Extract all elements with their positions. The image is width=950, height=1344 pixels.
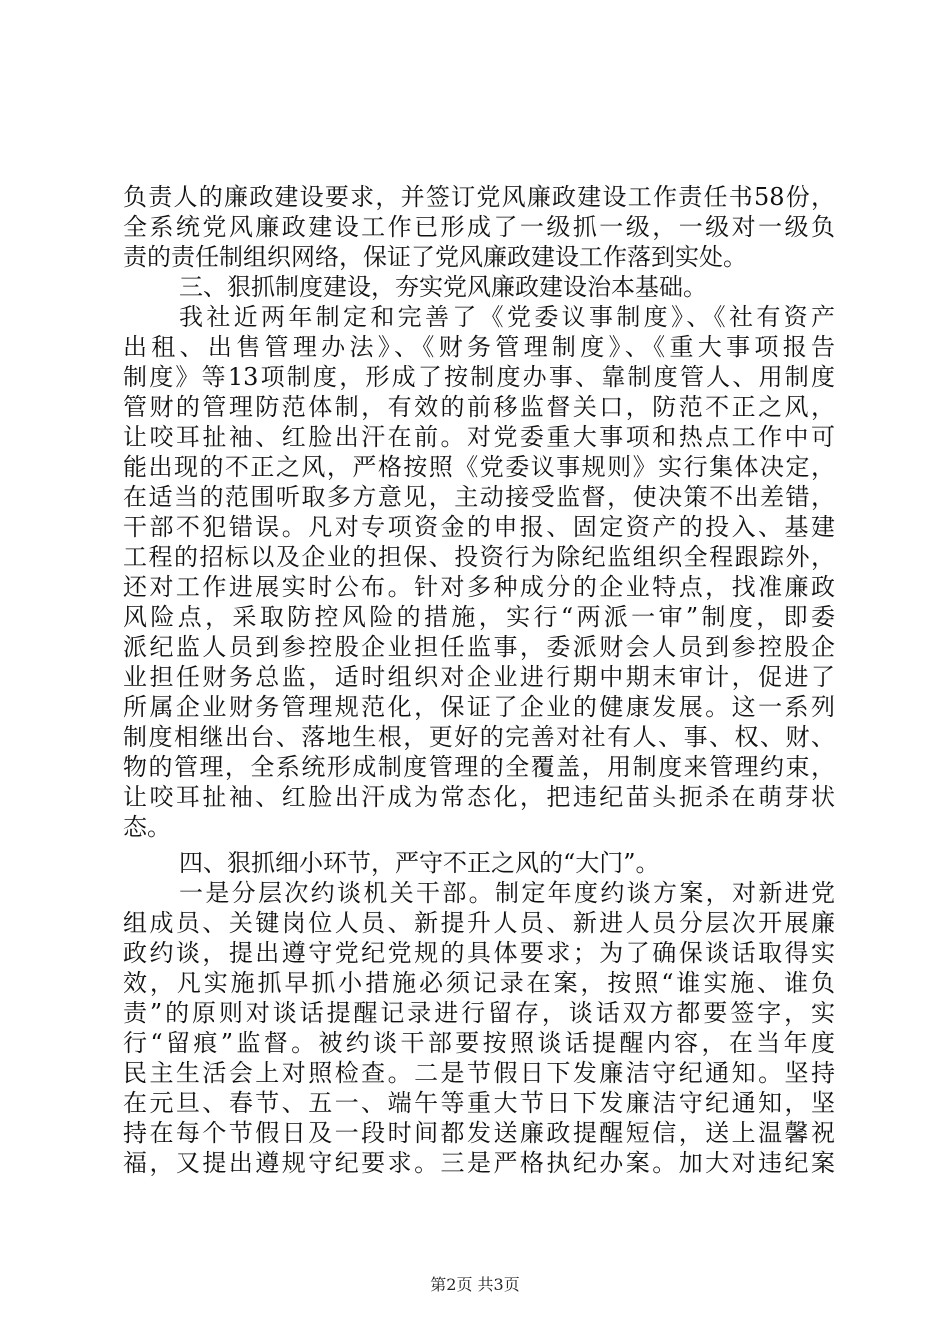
text-line: 效，凡实施抓早抓小措施必须记录在案，按照“谁实施、谁负	[123, 969, 835, 997]
text-line: 政约谈，提出遵守党纪党规的具体要求；为了确保谈话取得实	[123, 939, 835, 967]
text-line: 所属企业财务管理规范化，保证了企业的健康发展。这一系列	[123, 693, 835, 721]
text-line: 责”的原则对谈话提醒记录进行留存，谈话双方都要签字，实	[123, 999, 835, 1027]
text-line: 责的责任制组织网络，保证了党风廉政建设工作落到实处。	[123, 243, 747, 271]
text-line: 能出现的不正之风，严格按照《党委议事规则》实行集体决定，	[123, 453, 835, 481]
text-line: 还对工作进展实时公布。针对多种成分的企业特点，找准廉政	[123, 573, 835, 601]
text-line: 物的管理，全系统形成制度管理的全覆盖，用制度来管理约束，	[123, 753, 835, 781]
text-line: 我社近两年制定和完善了《党委议事制度》、《社有资产	[179, 303, 835, 331]
section-heading: 四、狠抓细小环节，严守不正之风的“大门”。	[179, 849, 660, 877]
text-line: 风险点，采取防控风险的措施，实行“两派一审”制度，即委	[123, 603, 835, 631]
text-line: 在元旦、春节、五一、端午等重大节日下发廉洁守纪通知，坚	[123, 1089, 835, 1117]
text-line: 态。	[123, 813, 171, 841]
page-footer: 第2页 共3页	[430, 1275, 520, 1294]
text-line: 制度》等13项制度，形成了按制度办事、靠制度管人、用制度	[123, 363, 835, 391]
text-line: 让咬耳扯袖、红脸出汗在前。对党委重大事项和热点工作中可	[123, 423, 835, 451]
text-line: 工程的招标以及企业的担保、投资行为除纪监组织全程跟踪外，	[123, 543, 835, 571]
text-line: 一是分层次约谈机关干部。制定年度约谈方案，对新进党	[179, 879, 835, 907]
text-line: 行“留痕”监督。被约谈干部要按照谈话提醒内容，在当年度	[123, 1029, 835, 1057]
text-line: 负责人的廉政建设要求，并签订党风廉政建设工作责任书58份，	[123, 183, 835, 211]
text-line: 业担任财务总监，适时组织对企业进行期中期末审计，促进了	[123, 663, 835, 691]
text-line: 让咬耳扯袖、红脸出汗成为常态化，把违纪苗头扼杀在萌芽状	[123, 783, 835, 811]
text-line: 民主生活会上对照检查。二是节假日下发廉洁守纪通知。坚持	[123, 1059, 835, 1087]
text-line: 持在每个节假日及一段时间都发送廉政提醒短信，送上温馨祝	[123, 1119, 835, 1147]
section-heading: 三、狠抓制度建设，夯实党风廉政建设治本基础。	[179, 273, 707, 301]
text-line: 制度相继出台、落地生根，更好的完善对社有人、事、权、财、	[123, 723, 835, 751]
text-line: 福，又提出遵规守纪要求。三是严格执纪办案。加大对违纪案	[123, 1149, 835, 1177]
text-line: 组成员、关键岗位人员、新提升人员、新进人员分层次开展廉	[123, 909, 835, 937]
text-line: 出租、出售管理办法》、《财务管理制度》、《重大事项报告	[123, 333, 835, 361]
text-line: 派纪监人员到参控股企业担任监事，委派财会人员到参控股企	[123, 633, 835, 661]
text-line: 干部不犯错误。凡对专项资金的申报、固定资产的投入、基建	[123, 513, 835, 541]
text-line: 全系统党风廉政建设工作已形成了一级抓一级，一级对一级负	[123, 213, 835, 241]
text-line: 管财的管理防范体制，有效的前移监督关口，防范不正之风，	[123, 393, 835, 421]
text-line: 在适当的范围听取多方意见，主动接受监督，使决策不出差错，	[123, 483, 835, 511]
document-body	[123, 182, 835, 1178]
